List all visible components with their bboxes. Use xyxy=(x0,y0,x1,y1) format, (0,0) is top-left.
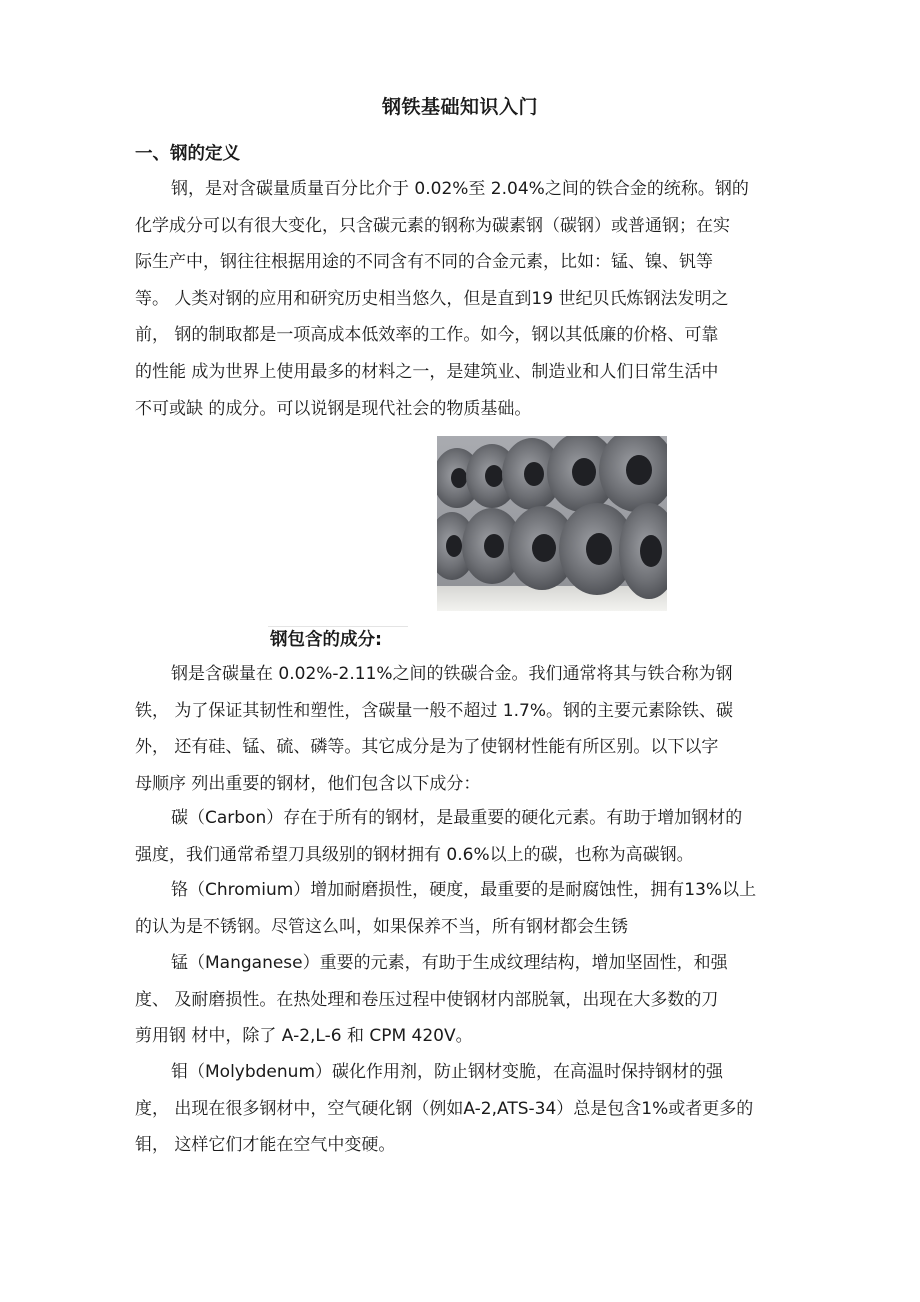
paragraph-line: 母顺序 列出重要的钢材，他们包含以下成分： xyxy=(135,773,481,794)
paragraph-line: 铁， 为了保证其韧性和塑性，含碳量一般不超过 1.7%。钢的主要元素除铁、碳 xyxy=(135,700,733,721)
carbon-paragraph xyxy=(135,800,790,873)
paragraph-line: 的认为是不锈钢。尽管这么叫，如果保养不当，所有钢材都会生锈 xyxy=(135,916,628,937)
paragraph-line: 的性能 成为世界上使用最多的材料之一，是建筑业、制造业和人们日常生活中 xyxy=(135,361,719,382)
paragraph-line: 化学成分可以有很大变化，只含碳元素的钢称为碳素钢（碳钢）或普通钢；在实 xyxy=(135,215,730,236)
paragraph-line: 钢是含碳量在 0.02%-2.11%之间的铁碳合金。我们通常将其与铁合称为钢 xyxy=(171,664,733,684)
definition-paragraph xyxy=(135,171,790,427)
paragraph-line: 锰（Manganese）重要的元素，有助于生成纹理结构，增加坚固性，和强 xyxy=(171,953,728,973)
paragraph-line: 钢，是对含碳量质量百分比介于 0.02%至 2.04%之间的铁合金的统称。钢的 xyxy=(171,179,749,199)
composition-paragraph xyxy=(135,656,790,802)
paragraph-line: 强度，我们通常希望刀具级别的钢材拥有 0.6%以上的碳，也称为高碳钢。 xyxy=(135,844,694,865)
paragraph-line: 度， 出现在很多钢材中，空气硬化钢（例如A-2,ATS-34）总是包含1%或者更多的 xyxy=(135,1098,754,1119)
manganese-paragraph xyxy=(135,945,790,1055)
paragraph-line: 度、 及耐磨损性。在热处理和卷压过程中使钢材内部脱氧，出现在大多数的刀 xyxy=(135,989,719,1010)
paragraph-line: 际生产中，钢往往根据用途的不同含有不同的合金元素，比如：锰、镍、钒等 xyxy=(135,252,713,273)
molybdenum-paragraph xyxy=(135,1054,790,1164)
chromium-paragraph xyxy=(135,872,790,945)
steel-coils-photo xyxy=(437,436,667,611)
paragraph-line: 碳（Carbon）存在于所有的钢材，是最重要的硬化元素。有助于增加钢材的 xyxy=(171,808,743,828)
paragraph-line: 不可或缺 的成分。可以说钢是现代社会的物质基础。 xyxy=(135,398,532,419)
composition-heading: 钢包含的成分: xyxy=(270,630,382,650)
paragraph-line: 等。 人类对钢的应用和研究历史相当悠久，但是直到19 世纪贝氏炼钢法发明之 xyxy=(135,288,729,309)
document-title: 钢铁基础知识入门 xyxy=(381,96,538,118)
paragraph-line: 外， 还有硅、锰、硫、磷等。其它成分是为了使钢材性能有所区别。以下以字 xyxy=(135,737,719,758)
paragraph-line: 铬（Chromium）增加耐磨损性，硬度，最重要的是耐腐蚀性，拥有13%以上 xyxy=(171,880,757,900)
paragraph-line: 剪用钢 材中，除了 A-2,L-6 和 CPM 420V。 xyxy=(135,1026,473,1047)
section-heading-definition: 一、钢的定义 xyxy=(135,144,240,164)
paragraph-line: 钼（Molybdenum）碳化作用剂，防止钢材变脆，在高温时保持钢材的强 xyxy=(171,1062,724,1082)
paragraph-line: 前， 钢的制取都是一项高成本低效率的工作。如今，钢以其低廉的价格、可靠 xyxy=(135,325,719,346)
paragraph-line: 钼， 这样它们才能在空气中变硬。 xyxy=(135,1135,396,1156)
